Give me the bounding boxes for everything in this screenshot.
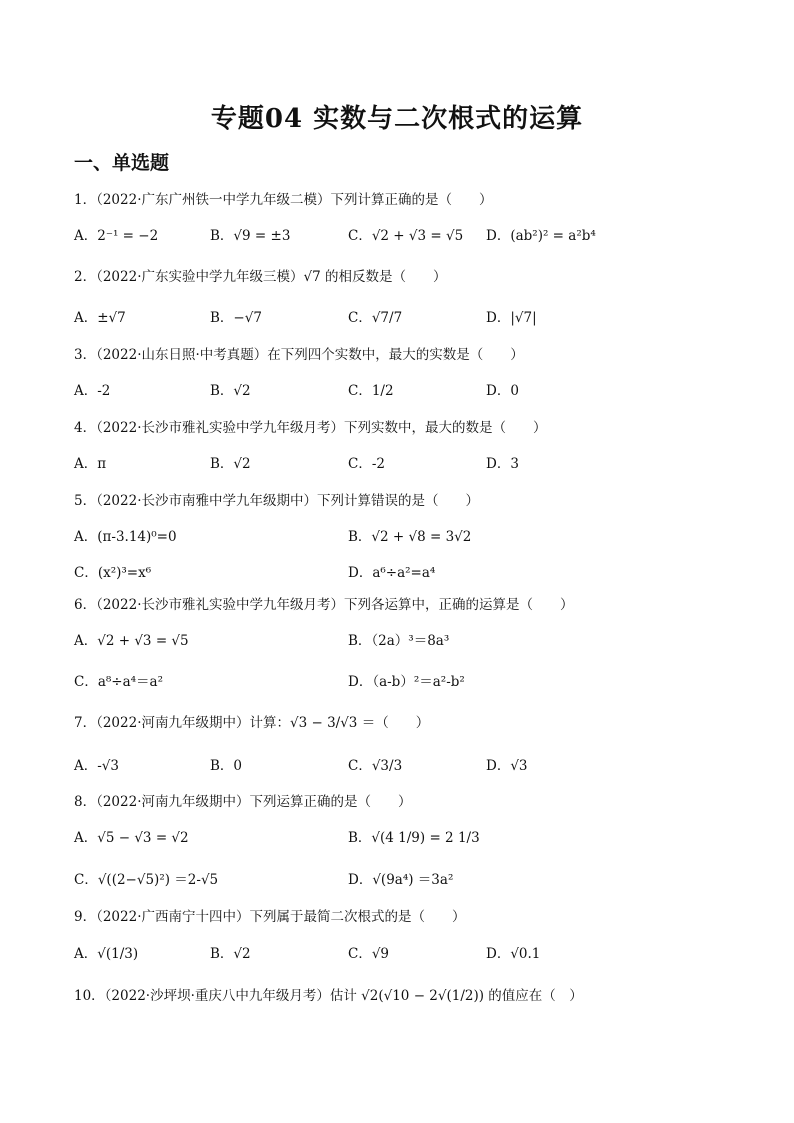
- question-3-option-d[interactable]: D．0: [486, 383, 519, 399]
- question-4-option-b[interactable]: B．√2: [210, 456, 251, 472]
- question-9-option-b[interactable]: B．√2: [210, 946, 251, 962]
- question-2-option-d[interactable]: D．|√7|: [486, 310, 537, 326]
- question-4-option-c[interactable]: C．-2: [348, 456, 385, 472]
- question-4-stem: 4．（2022·长沙市雅礼实验中学九年级月考）下列实数中，最大的数是（ ）: [74, 420, 547, 436]
- question-1-option-c[interactable]: C．√2 + √3 = √5: [348, 228, 464, 244]
- question-8-option-b[interactable]: B．√(4 1/9) = 2 1/3: [348, 830, 480, 846]
- question-6-option-c[interactable]: C．a⁸÷a⁴＝a²: [74, 674, 164, 690]
- question-9-option-d[interactable]: D．√0.1: [486, 946, 541, 962]
- question-2-option-c[interactable]: C．√7/7: [348, 310, 403, 326]
- question-7-option-c[interactable]: C．√3/3: [348, 758, 403, 774]
- question-6-option-b[interactable]: B．（2a）³＝8a³: [348, 633, 450, 649]
- question-5-stem: 5．（2022·长沙市南雅中学九年级期中）下列计算错误的是（ ）: [74, 493, 479, 509]
- question-6-option-d[interactable]: D．（a-b）²＝a²-b²: [348, 674, 465, 690]
- question-2-option-b[interactable]: B．−√7: [210, 310, 262, 326]
- section-heading: 一、单选题: [74, 152, 170, 174]
- question-6-option-a[interactable]: A．√2 + √3 = √5: [74, 633, 189, 649]
- question-3-option-c[interactable]: C．1/2: [348, 383, 394, 399]
- question-3-option-a[interactable]: A．-2: [74, 383, 111, 399]
- question-5-option-a[interactable]: A．(π-3.14)⁰=0: [74, 529, 177, 545]
- question-5-option-d[interactable]: D．a⁶÷a²=a⁴: [348, 565, 436, 581]
- question-2-stem: 2．（2022·广东实验中学九年级三模）√7 的相反数是（ ）: [74, 269, 447, 285]
- question-8-stem: 8．（2022·河南九年级期中）下列运算正确的是（ ）: [74, 794, 412, 810]
- question-7-option-d[interactable]: D．√3: [486, 758, 528, 774]
- question-6-stem: 6．（2022·长沙市雅礼实验中学九年级月考）下列各运算中，正确的运算是（ ）: [74, 597, 574, 613]
- question-9-option-a[interactable]: A．√(1/3): [74, 946, 139, 962]
- question-9-option-c[interactable]: C．√9: [348, 946, 390, 962]
- question-8-option-a[interactable]: A．√5 − √3 = √2: [74, 830, 189, 846]
- question-4-option-a[interactable]: A．π: [74, 456, 107, 472]
- question-3-stem: 3．（2022·山东日照·中考真题）在下列四个实数中，最大的实数是（ ）: [74, 347, 524, 363]
- question-4-option-d[interactable]: D．3: [486, 456, 519, 472]
- question-1-stem: 1．（2022·广东广州铁一中学九年级二模）下列计算正确的是（ ）: [74, 192, 493, 208]
- question-3-option-b[interactable]: B．√2: [210, 383, 251, 399]
- question-8-option-d[interactable]: D．√(9a⁴) ＝3a²: [348, 872, 454, 888]
- question-7-stem: 7．（2022·河南九年级期中）计算：√3 − 3/√3 ＝（ ）: [74, 715, 430, 731]
- question-7-option-a[interactable]: A．-√3: [74, 758, 120, 774]
- question-5-option-c[interactable]: C．(x²)³=x⁶: [74, 565, 152, 581]
- question-1-option-b[interactable]: B．√9 = ±3: [210, 228, 291, 244]
- question-1-option-d[interactable]: D．(ab²)² = a²b⁴: [486, 228, 596, 244]
- page-title: 专题04 实数与二次根式的运算: [210, 104, 584, 134]
- question-2-option-a[interactable]: A．±√7: [74, 310, 126, 326]
- question-8-option-c[interactable]: C．√((2−√5)²) ＝2-√5: [74, 872, 219, 888]
- question-1-option-a[interactable]: A．2⁻¹ = −2: [74, 228, 159, 244]
- question-7-option-b[interactable]: B．0: [210, 758, 243, 774]
- question-9-stem: 9．（2022·广西南宁十四中）下列属于最简二次根式的是（ ）: [74, 909, 466, 925]
- question-10-stem: 10．（2022·沙坪坝·重庆八中九年级月考）估计 √2(√10 − 2√(1/2)) 的值应在（ ）: [74, 988, 583, 1004]
- question-5-option-b[interactable]: B．√2 + √8 = 3√2: [348, 529, 472, 545]
